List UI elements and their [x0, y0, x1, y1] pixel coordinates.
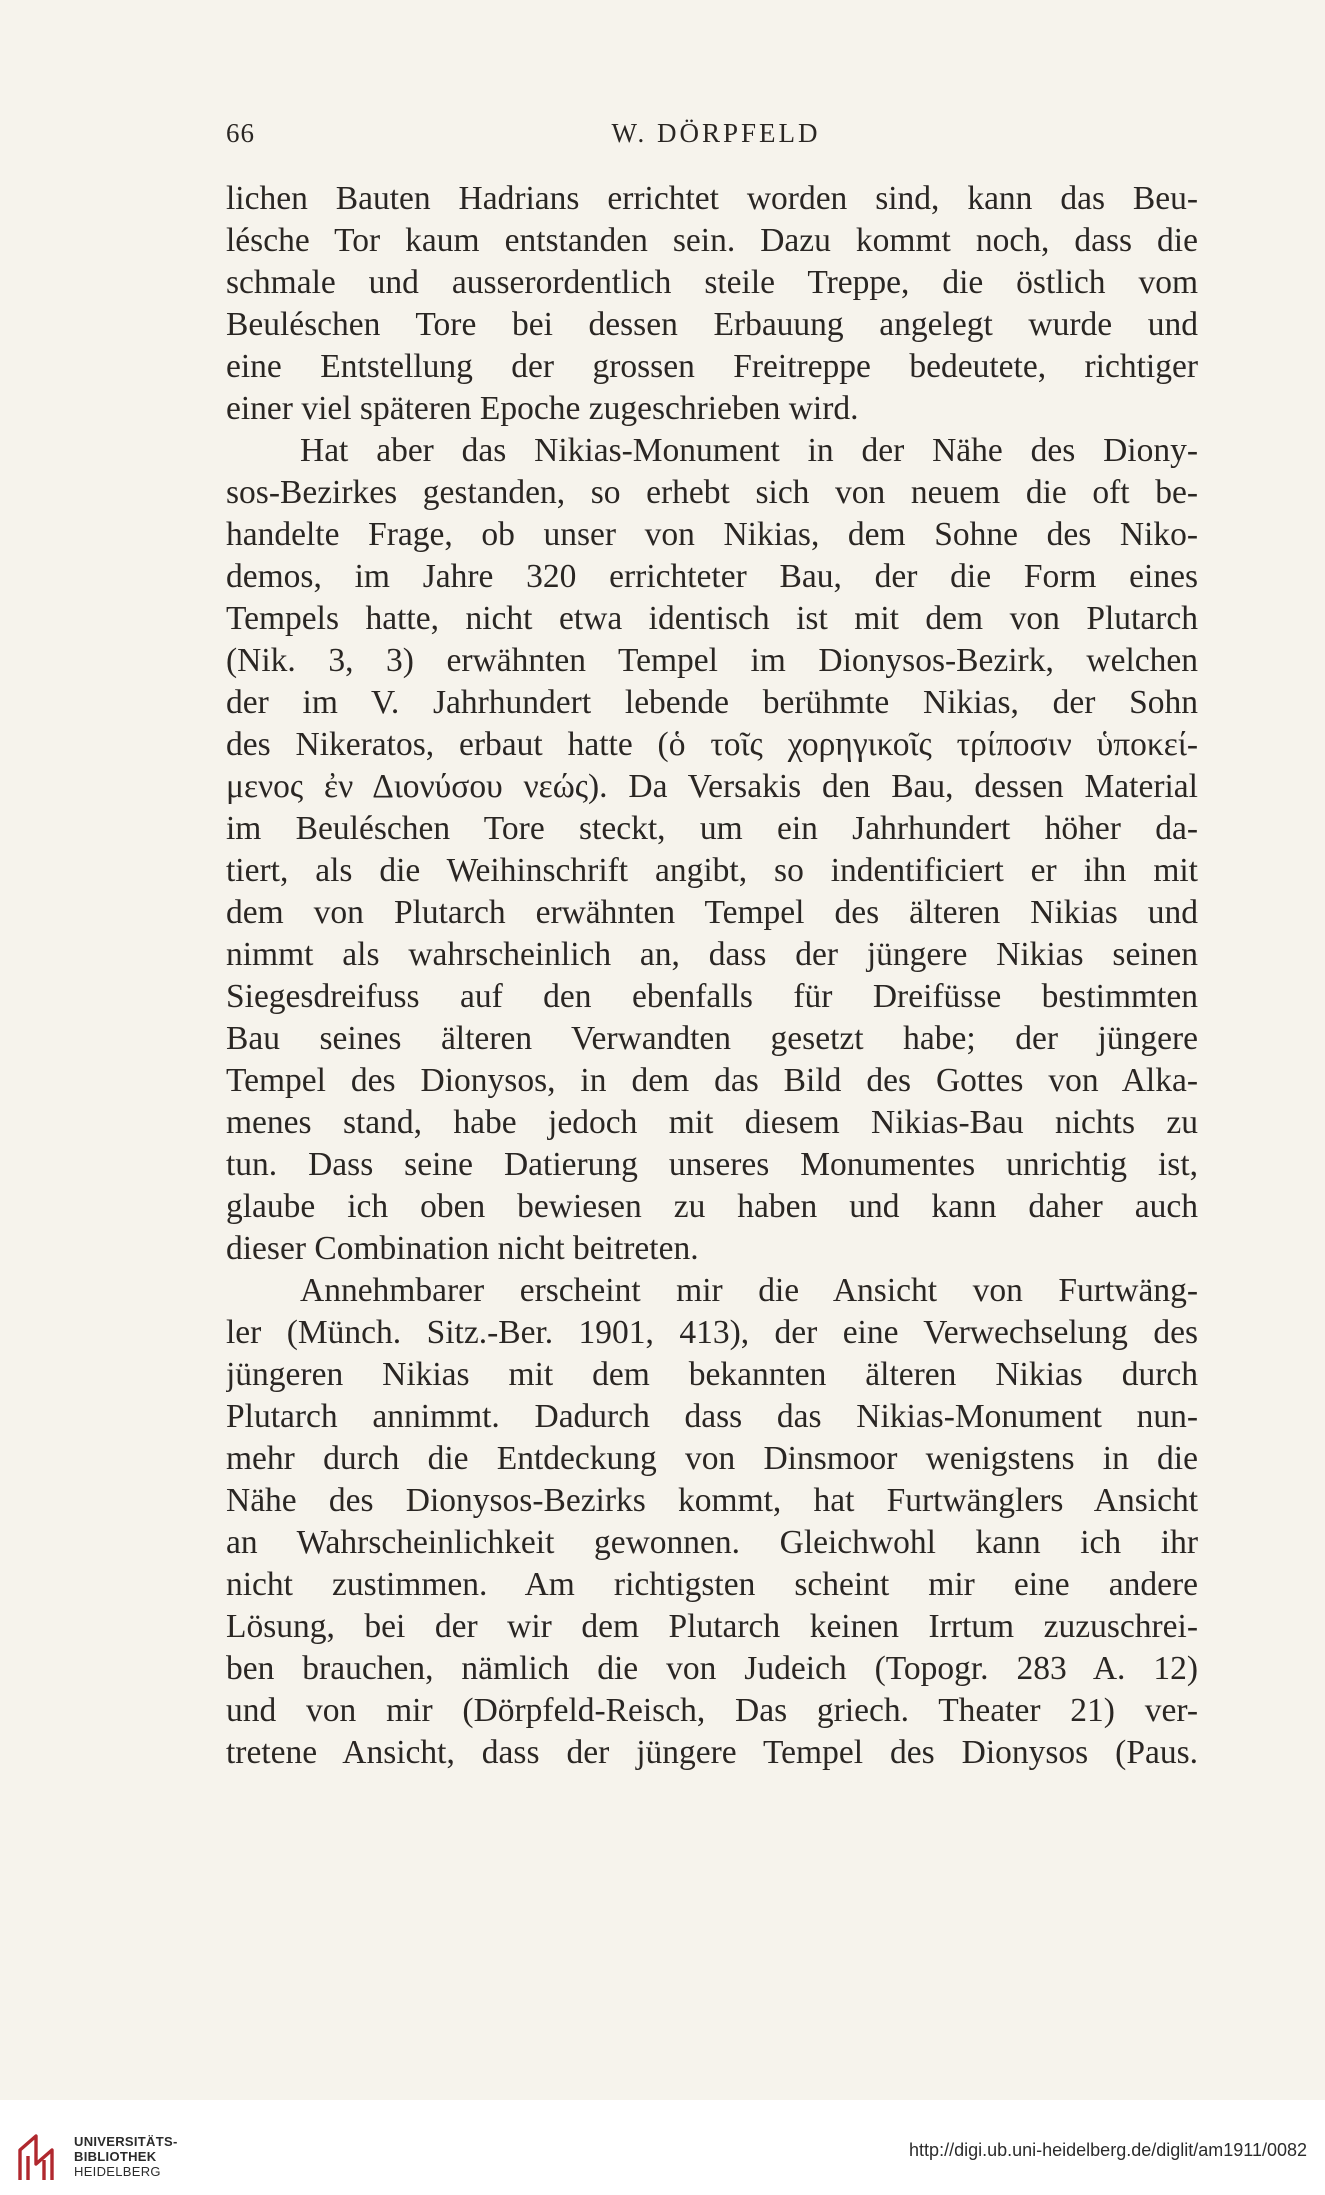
text-line: lésche Tor kaum entstanden sein. Dazu kommt noch, dass die	[226, 222, 1198, 259]
text-line: im Beuléschen Tore steckt, um ein Jahrhundert höher da-	[226, 810, 1198, 847]
running-head: W. DÖRPFELD	[611, 118, 821, 148]
text-line: jüngeren Nikias mit dem bekannten älteren Nikias durch	[226, 1356, 1198, 1393]
text-line: dieser Combination nicht beitreten.	[226, 1230, 699, 1267]
text-line: lichen Bauten Hadrians errichtet worden sind, kann das Beu-	[226, 180, 1198, 217]
text-line: handelte Frage, ob unser von Nikias, dem Sohne des Niko-	[226, 516, 1198, 553]
text-line: eine Entstellung der grossen Freitreppe bedeutete, richtiger	[226, 348, 1198, 385]
text-line: tun. Dass seine Datierung unseres Monumentes unrichtig ist,	[226, 1146, 1198, 1183]
institution-line: UNIVERSITÄTS-	[74, 2134, 178, 2149]
text-line: ler (Münch. Sitz.-Ber. 1901, 413), der eine Verwechselung des	[226, 1314, 1198, 1351]
text-line: Lösung, bei der wir dem Plutarch keinen Irrtum zuzuschrei-	[226, 1608, 1198, 1645]
source-url-link[interactable]: http://digi.ub.uni-heidelberg.de/diglit/am1911/0082	[909, 2140, 1307, 2160]
text-line: Beuléschen Tore bei dessen Erbauung angelegt wurde und	[226, 306, 1198, 343]
text-line: demos, im Jahre 320 errichteter Bau, der die Form eines	[226, 558, 1198, 595]
university-library-logo-icon	[14, 2130, 62, 2182]
text-line: Tempels hatte, nicht etwa identisch ist mit dem von Plutarch	[226, 600, 1198, 637]
text-line: μενος ἐν Διονύσου νεώς). Da Versakis den Bau, dessen Material	[226, 768, 1198, 805]
text-line: Hat aber das Nikias-Monument in der Nähe des Diony-	[300, 432, 1198, 469]
page-header	[226, 118, 1206, 158]
text-line: schmale und ausserordentlich steile Treppe, die östlich vom	[226, 264, 1198, 301]
text-line: nimmt als wahrscheinlich an, dass der jüngere Nikias seinen	[226, 936, 1198, 973]
text-line: tiert, als die Weihinschrift angibt, so indentificiert er ihn mit	[226, 852, 1198, 889]
institution-name	[74, 2134, 178, 2179]
text-line: Bau seines älteren Verwandten gesetzt habe; der jüngere	[226, 1020, 1198, 1057]
text-line: mehr durch die Entdeckung von Dinsmoor wenigstens in die	[226, 1440, 1198, 1477]
text-line: sos-Bezirkes gestanden, so erhebt sich von neuem die oft be-	[226, 474, 1198, 511]
text-line: des Nikeratos, erbaut hatte (ὁ τοῖς χορηγικοῖς τρίποσιν ὑποκεί-	[226, 726, 1198, 763]
text-line: ben brauchen, nämlich die von Judeich (Topogr. 283 A. 12)	[226, 1650, 1198, 1687]
page-footer	[0, 2100, 1325, 2195]
text-line: der im V. Jahrhundert lebende berühmte Nikias, der Sohn	[226, 684, 1198, 721]
text-line: einer viel späteren Epoche zugeschrieben wird.	[226, 390, 859, 427]
institution-line: BIBLIOTHEK	[74, 2149, 157, 2164]
text-line: dem von Plutarch erwähnten Tempel des älteren Nikias und	[226, 894, 1198, 931]
text-line: Nähe des Dionysos-Bezirks kommt, hat Furtwänglers Ansicht	[226, 1482, 1198, 1519]
page-number: 66	[226, 118, 255, 148]
text-line: Siegesdreifuss auf den ebenfalls für Dreifüsse bestimmten	[226, 978, 1198, 1015]
text-line: nicht zustimmen. Am richtigsten scheint mir eine andere	[226, 1566, 1198, 1603]
text-line: Annehmbarer erscheint mir die Ansicht von Furtwäng-	[300, 1272, 1198, 1309]
text-line: glaube ich oben bewiesen zu haben und kann daher auch	[226, 1188, 1198, 1225]
text-line: Tempel des Dionysos, in dem das Bild des Gottes von Alka-	[226, 1062, 1198, 1099]
text-line: und von mir (Dörpfeld-Reisch, Das griech. Theater 21) ver-	[226, 1692, 1198, 1729]
text-line: menes stand, habe jedoch mit diesem Nikias-Bau nichts zu	[226, 1104, 1198, 1141]
institution-line: HEIDELBERG	[74, 2164, 161, 2179]
body-text	[226, 178, 1198, 1774]
text-line: (Nik. 3, 3) erwähnten Tempel im Dionysos-Bezirk, welchen	[226, 642, 1198, 679]
text-line: Plutarch annimmt. Dadurch dass das Nikias-Monument nun-	[226, 1398, 1198, 1435]
text-line: tretene Ansicht, dass der jüngere Tempel des Dionysos (Paus.	[226, 1734, 1198, 1771]
text-line: an Wahrscheinlichkeit gewonnen. Gleichwohl kann ich ihr	[226, 1524, 1198, 1561]
